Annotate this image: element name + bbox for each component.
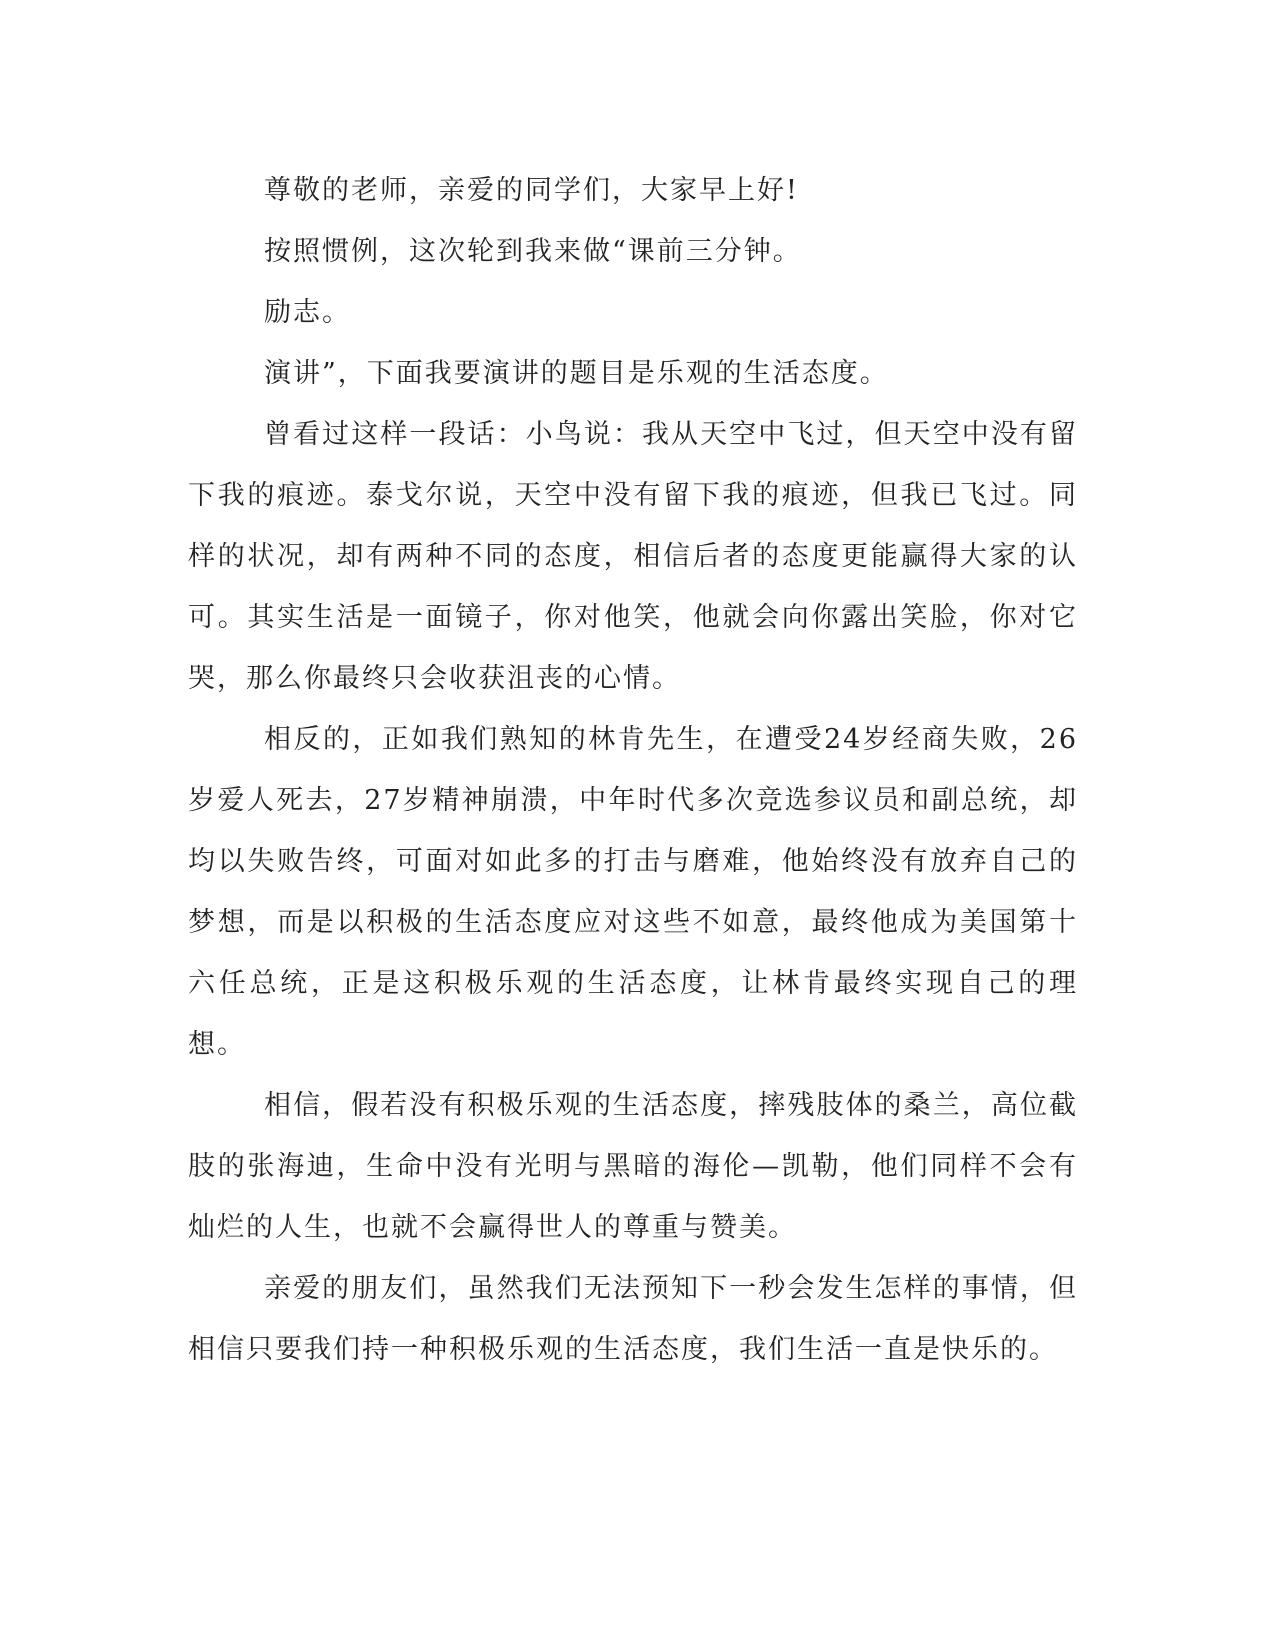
intro-paragraph: 按照惯例，这次轮到我来做“课前三分钟。 xyxy=(264,236,802,267)
lincoln-paragraph: 相反的，正如我们熟知的林肯先生，在遭受24岁经商失败，26岁爱人死去，27岁精神崩溃，中年时代多次竞选参议员和副总统，却均以失败告终，可面对如此多的打击与磨难，他始终没有放弃自己的梦想，而是以积极的生活态度应对这些不如意，最终他成为美国第十六任总统，正是这积极乐观的生活态度，让林肯最终实现自己的理想。 xyxy=(188,724,1078,1060)
speech-body xyxy=(188,160,1078,1380)
closing-paragraph: 亲爱的朋友们，虽然我们无法预知下一秒会发生怎样的事情，但相信只要我们持一种积极乐观的生活态度，我们生活一直是快乐的。 xyxy=(188,1273,1078,1365)
intro-fragment-paragraph: 励志。 xyxy=(264,297,351,328)
tagore-paragraph: 曾看过这样一段话：小鸟说：我从天空中飞过，但天空中没有留下我的痕迹。泰戈尔说，天空中没有留下我的痕迹，但我已飞过。同样的状况，却有两种不同的态度，相信后者的态度更能赢得大家的认可。其实生活是一面镜子，你对他笑，他就会向你露出笑脸，你对它哭，那么你最终只会收获沮丧的心情。 xyxy=(188,419,1078,694)
examples-paragraph: 相信，假若没有积极乐观的生活态度，摔残肢体的桑兰，高位截肢的张海迪，生命中没有光明与黑暗的海伦—凯勒，他们同样不会有灿烂的人生，也就不会赢得世人的尊重与赞美。 xyxy=(188,1090,1078,1243)
topic-paragraph: 演讲”，下面我要演讲的题目是乐观的生活态度。 xyxy=(264,358,889,389)
greeting-paragraph: 尊敬的老师，亲爱的同学们，大家早上好! xyxy=(264,175,799,206)
